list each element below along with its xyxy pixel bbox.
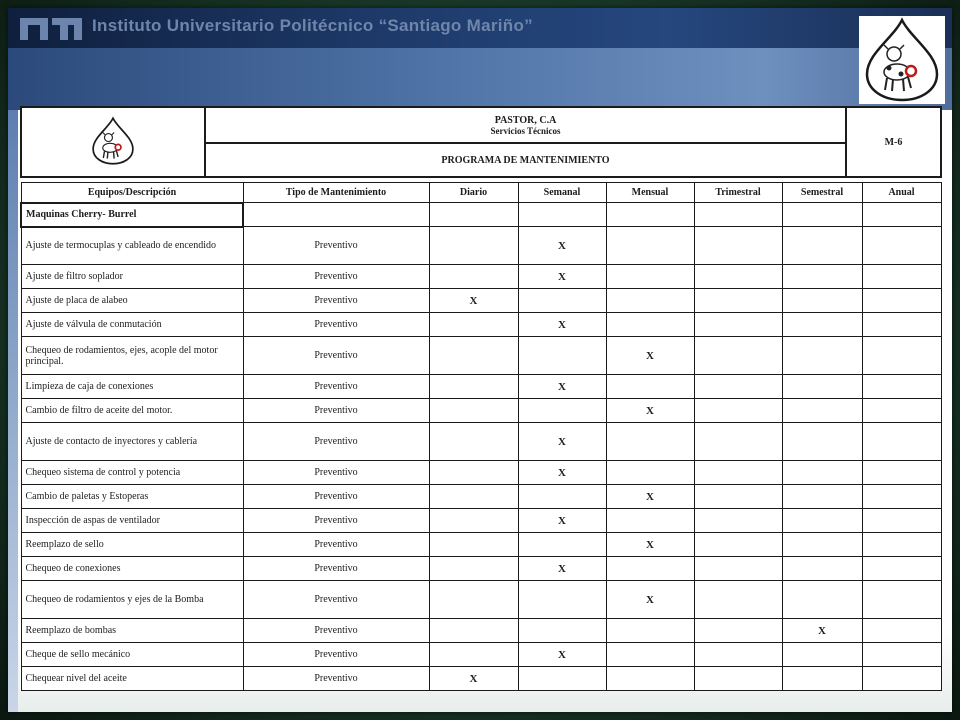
frequency-mark [862,643,941,667]
cow-logo-icon [859,16,945,104]
frequency-mark [518,581,606,619]
frequency-mark [518,533,606,557]
frequency-mark [429,337,518,375]
frequency-mark [862,337,941,375]
frequency-mark: X [606,581,694,619]
frequency-mark [694,581,782,619]
table-row [21,509,941,533]
frequency-mark: X [518,313,606,337]
frequency-mark [518,289,606,313]
table-row [21,643,941,667]
table-row [21,313,941,337]
frequency-mark: X [518,461,606,485]
row-description: Inspección de aspas de ventilador [21,509,243,533]
row-maintenance-type: Preventivo [243,313,429,337]
frequency-mark [694,557,782,581]
row-description: Reemplazo de sello [21,533,243,557]
frequency-mark: X [606,399,694,423]
table-row [21,265,941,289]
header-logo-cell [21,107,205,177]
row-description: Ajuste de termocuplas y cableado de encendido [21,227,243,265]
frequency-mark [782,265,862,289]
frequency-mark: X [518,557,606,581]
document-code: M-6 [846,107,941,177]
column-header-row [21,183,941,203]
frequency-mark [429,265,518,289]
frequency-mark [862,313,941,337]
slide [8,8,952,712]
frequency-mark [429,375,518,399]
row-description: Limpieza de caja de conexiones [21,375,243,399]
frequency-mark: X [518,375,606,399]
row-description: Chequeo de conexiones [21,557,243,581]
table-row [21,485,941,509]
frequency-mark [862,533,941,557]
frequency-mark: X [518,265,606,289]
frequency-mark [606,557,694,581]
frequency-mark: X [518,509,606,533]
frequency-mark [782,581,862,619]
frequency-mark: X [518,227,606,265]
frequency-mark [606,265,694,289]
frequency-mark [862,461,941,485]
cow-logo-icon [85,116,141,166]
frequency-mark [782,375,862,399]
frequency-mark [782,461,862,485]
col-header: Anual [862,183,941,203]
frequency-mark [862,485,941,509]
frequency-mark [862,667,941,691]
frequency-mark [862,557,941,581]
frequency-mark [782,337,862,375]
frequency-mark [694,619,782,643]
frequency-mark [429,313,518,337]
frequency-mark [606,619,694,643]
table-body [21,227,941,691]
frequency-mark: X [606,337,694,375]
frequency-mark [694,265,782,289]
company-name: PASTOR, C.A [494,114,557,126]
left-stripe [8,110,18,712]
section-title: Maquinas Cherry- Burrel [21,203,243,227]
row-description: Cambio de filtro de aceite del motor. [21,399,243,423]
row-maintenance-type: Preventivo [243,667,429,691]
frequency-mark [862,509,941,533]
frequency-mark [606,227,694,265]
frequency-mark [782,557,862,581]
frequency-mark: X [518,643,606,667]
frequency-mark [782,227,862,265]
row-maintenance-type: Preventivo [243,533,429,557]
frequency-mark [606,509,694,533]
row-maintenance-type: Preventivo [243,619,429,643]
frequency-mark [782,313,862,337]
frequency-mark [606,313,694,337]
row-maintenance-type: Preventivo [243,227,429,265]
row-maintenance-type: Preventivo [243,485,429,509]
col-header: Diario [429,183,518,203]
frequency-mark [862,375,941,399]
table-row [21,423,941,461]
frequency-mark [782,485,862,509]
frequency-mark [694,399,782,423]
row-description: Ajuste de válvula de conmutación [21,313,243,337]
row-maintenance-type: Preventivo [243,643,429,667]
frequency-mark [782,533,862,557]
row-description: Reemplazo de bombas [21,619,243,643]
frequency-mark [694,667,782,691]
table-row [21,667,941,691]
frequency-mark [429,509,518,533]
frequency-mark [694,461,782,485]
table-row [21,227,941,265]
frequency-mark [429,533,518,557]
frequency-mark [518,485,606,509]
frequency-mark [518,337,606,375]
row-maintenance-type: Preventivo [243,289,429,313]
frequency-mark [782,509,862,533]
row-maintenance-type: Preventivo [243,399,429,423]
frequency-mark [429,557,518,581]
frequency-mark [606,643,694,667]
frequency-mark [862,265,941,289]
section-row [21,203,941,227]
frequency-mark: X [782,619,862,643]
frequency-mark: X [606,485,694,509]
frequency-mark [782,289,862,313]
maintenance-program-document [20,106,940,691]
company-logo-large [859,16,945,104]
frequency-mark [429,227,518,265]
frequency-mark [518,619,606,643]
row-maintenance-type: Preventivo [243,423,429,461]
frequency-mark [429,485,518,509]
frequency-mark [606,289,694,313]
frequency-mark [606,461,694,485]
frequency-mark [518,399,606,423]
col-header: Tipo de Mantenimiento [243,183,429,203]
frequency-mark [862,289,941,313]
col-header: Mensual [606,183,694,203]
row-description: Cheque de sello mecánico [21,643,243,667]
frequency-mark [694,509,782,533]
table-row [21,619,941,643]
table-row [21,399,941,423]
row-maintenance-type: Preventivo [243,509,429,533]
frequency-mark [694,533,782,557]
frequency-mark [429,643,518,667]
institute-title: Instituto Universitario Politécnico “Santiago Mariño” [92,16,533,35]
frequency-mark [694,485,782,509]
frequency-mark [429,619,518,643]
col-header: Semestral [782,183,862,203]
frequency-mark [694,313,782,337]
frequency-mark [694,423,782,461]
table-row [21,461,941,485]
table-row [21,533,941,557]
row-description: Chequeo de rodamientos, ejes, acople del motor principal. [21,337,243,375]
row-description: Chequeo de rodamientos y ejes de la Bomba [21,581,243,619]
frequency-mark [606,423,694,461]
frequency-mark [782,399,862,423]
row-maintenance-type: Preventivo [243,337,429,375]
table-row [21,581,941,619]
frequency-mark [429,461,518,485]
row-description: Chequear nivel del aceite [21,667,243,691]
col-header: Trimestral [694,183,782,203]
frequency-mark [782,423,862,461]
row-maintenance-type: Preventivo [243,265,429,289]
frequency-mark [694,375,782,399]
frequency-mark [694,289,782,313]
table-row [21,557,941,581]
frequency-mark [694,227,782,265]
row-description: Ajuste de contacto de inyectores y cablería [21,423,243,461]
frequency-mark: X [606,533,694,557]
department-name: Servicios Técnicos [490,125,561,136]
col-header: Equipos/Descripción [21,183,243,203]
frequency-mark: X [429,289,518,313]
col-header: Semanal [518,183,606,203]
table-row [21,375,941,399]
row-description: Chequeo sistema de control y potencia [21,461,243,485]
row-maintenance-type: Preventivo [243,581,429,619]
table-row [21,289,941,313]
row-maintenance-type: Preventivo [243,461,429,485]
frequency-mark: X [429,667,518,691]
row-maintenance-type: Preventivo [243,557,429,581]
frequency-mark [862,619,941,643]
frequency-mark: X [518,423,606,461]
frequency-mark [862,581,941,619]
frequency-mark [782,643,862,667]
frequency-mark [862,399,941,423]
frequency-mark [694,643,782,667]
frequency-mark [862,227,941,265]
row-maintenance-type: Preventivo [243,375,429,399]
row-description: Ajuste de filtro soplador [21,265,243,289]
sub-banner [8,48,952,110]
frequency-mark [429,423,518,461]
row-description: Cambio de paletas y Estoperas [21,485,243,509]
row-description: Ajuste de placa de alabeo [21,289,243,313]
frequency-mark [782,667,862,691]
frequency-mark [862,423,941,461]
frequency-mark [429,581,518,619]
company-cell [205,107,846,143]
header-table [20,106,942,178]
frequency-mark [606,667,694,691]
frequency-mark [694,337,782,375]
institute-logo-icon [18,16,84,42]
maintenance-table [20,182,942,691]
frequency-mark [429,399,518,423]
table-row [21,337,941,375]
frequency-mark [518,667,606,691]
frequency-mark [606,375,694,399]
program-title: PROGRAMA DE MANTENIMIENTO [205,143,846,177]
